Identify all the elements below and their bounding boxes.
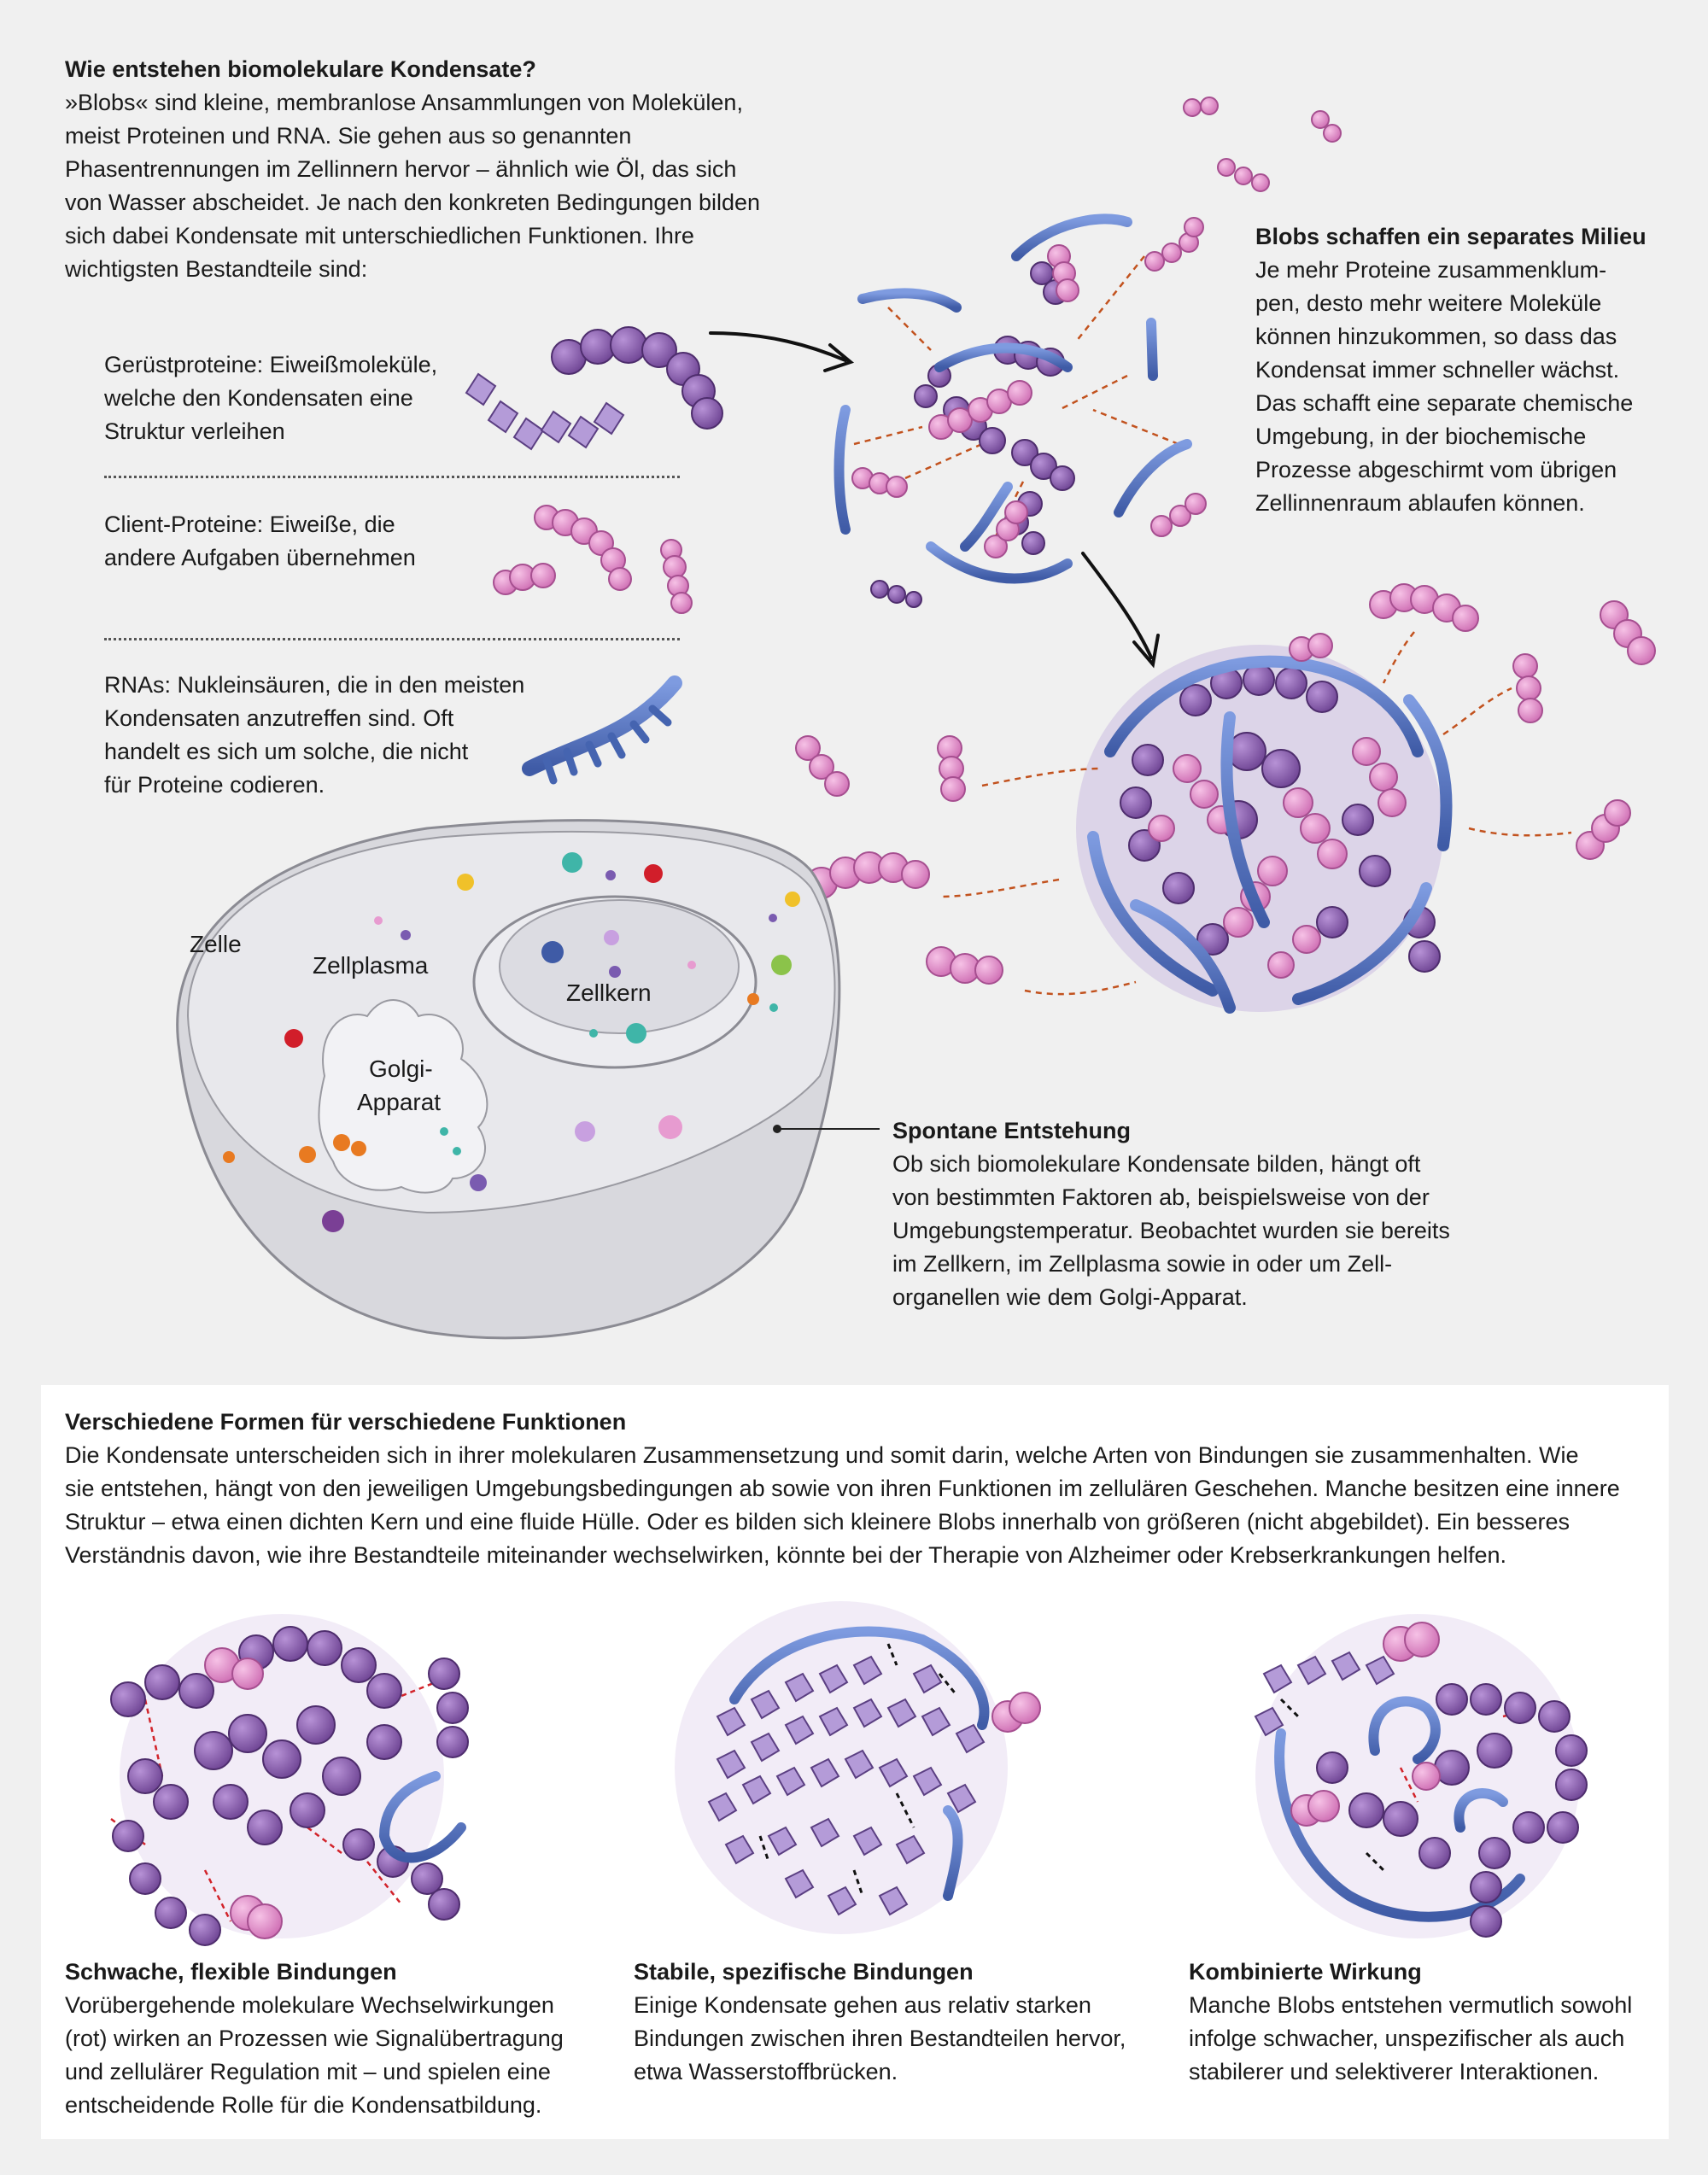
type-line: stabilerer und selektiverer Interaktionen. — [1189, 2059, 1600, 2084]
intro-line: »Blobs« sind kleine, membranlose Ansammlungen von Molekülen, — [65, 90, 743, 115]
legend-line: welche den Kondensaten eine — [104, 385, 413, 411]
cytoplasm-label: Zellplasma — [313, 952, 429, 979]
milieu-heading: Blobs schaffen ein separates Milieu — [1255, 224, 1647, 249]
milieu-line: Zellinnenraum ablaufen können. — [1255, 490, 1585, 516]
type-weak-text — [65, 1956, 611, 2122]
type-heading: Schwache, flexible Bindungen — [65, 1959, 397, 1985]
spontaneous-line: Umgebungstemperatur. Beobachtet wurden sie bereits — [892, 1218, 1450, 1243]
type-line: Bindungen zwischen ihren Bestandteilen hervor, — [634, 2026, 1126, 2051]
forms-heading: Verschiedene Formen für verschiedene Funktionen — [65, 1409, 627, 1435]
milieu-line: Prozesse abgeschirmt vom übrigen — [1255, 457, 1617, 482]
milieu-line: können hinzukommen, so dass das — [1255, 324, 1617, 349]
type-combined-text — [1189, 1956, 1667, 2089]
intro-line: Phasentrennungen im Zellinnern hervor – ähnlich wie Öl, das sich — [65, 156, 737, 182]
legend-line: für Proteine codieren. — [104, 772, 325, 798]
intro-line: von Wasser abscheidet. Je nach den konkreten Bedingungen bilden — [65, 190, 761, 215]
spontaneous-heading: Spontane Entstehung — [892, 1118, 1131, 1143]
forms-line: sie entstehen, hängt von den jeweiligen Umgebungsbedingungen ab sowie von ihren Funktionen im zellulären Geschehen. Manche besitzen eine innere — [65, 1476, 1620, 1501]
forms-line: Struktur – etwa einen dichten Kern und eine fluide Hülle. Oder es bilden sich kleinere Blobs innerhalb von größeren (nicht abgebildet). Ein besseres — [65, 1509, 1571, 1535]
type-line: entscheidende Rolle für die Kondensatbildung. — [65, 2092, 542, 2118]
intro-heading: Wie entstehen biomolekulare Kondensate? — [65, 56, 536, 82]
legend-line: RNAs: Nukleinsäuren, die in den meisten — [104, 672, 525, 698]
milieu-line: Je mehr Proteine zusammenklum- — [1255, 257, 1607, 283]
nucleus-label: Zellkern — [566, 979, 652, 1006]
intro-line: wichtigsten Bestandteile sind: — [65, 256, 368, 282]
cell-label: Zelle — [190, 931, 242, 957]
milieu-line: Umgebung, in der biochemische — [1255, 424, 1587, 449]
golgi-label-line2: Apparat — [357, 1089, 442, 1115]
type-line: infolge schwacher, unspezifischer als auch — [1189, 2026, 1625, 2051]
spontaneous-line: im Zellkern, im Zellplasma sowie in oder um Zell- — [892, 1251, 1393, 1277]
type-line: und zellulärer Regulation mit – und spielen eine — [65, 2059, 551, 2084]
legend-line: Kondensaten anzutreffen sind. Oft — [104, 705, 454, 731]
spontaneous-line: Ob sich biomolekulare Kondensate bilden, hängt oft — [892, 1151, 1421, 1177]
type-line: Manche Blobs entstehen vermutlich sowohl — [1189, 1992, 1633, 2018]
stable-bonds-condensate — [675, 1601, 1040, 1934]
type-line: (rot) wirken an Prozessen wie Signalübertragung — [65, 2026, 564, 2051]
type-stable-text — [634, 1956, 1163, 2089]
legend-line: andere Aufgaben übernehmen — [104, 545, 416, 570]
type-heading: Stabile, spezifische Bindungen — [634, 1959, 974, 1985]
legend-line: Client-Proteine: Eiweiße, die — [104, 512, 395, 537]
type-line: Einige Kondensate gehen aus relativ starken — [634, 1992, 1091, 2018]
type-heading: Kombinierte Wirkung — [1189, 1959, 1422, 1985]
legend-line: handelt es sich um solche, die nicht — [104, 739, 469, 764]
forms-line: Die Kondensate unterscheiden sich in ihrer molekularen Zusammensetzung und somit darin, welche Arten von Bindungen sie zusammenhalten. Wie — [65, 1442, 1579, 1468]
intro-line: sich dabei Kondensate mit unterschiedlichen Funktionen. Ihre — [65, 223, 694, 248]
golgi-label-line1: Golgi- — [369, 1055, 433, 1082]
weak-bonds-condensate — [111, 1614, 468, 1945]
type-line: etwa Wasserstoffbrücken. — [634, 2059, 898, 2084]
milieu-line: pen, desto mehr weitere Moleküle — [1255, 290, 1602, 316]
forms-line: Verständnis davon, wie ihre Bestandteile miteinander wechselwirken, könnte bei der Therapie von Alzheimer oder Krebserkrankungen helfen. — [65, 1542, 1506, 1568]
spontaneous-line: organellen wie dem Golgi-Apparat. — [892, 1284, 1248, 1310]
legend-line: Gerüstproteine: Eiweißmoleküle, — [104, 352, 438, 377]
milieu-line: Das schafft eine separate chemische — [1255, 390, 1634, 416]
combined-condensate — [1255, 1614, 1587, 1938]
milieu-line: Kondensat immer schneller wächst. — [1255, 357, 1620, 383]
spontaneous-line: von bestimmten Faktoren ab, beispielsweise von der — [892, 1184, 1430, 1210]
intro-line: meist Proteinen und RNA. Sie gehen aus so genannten — [65, 123, 632, 149]
legend-line: Struktur verleihen — [104, 418, 285, 444]
type-line: Vorübergehende molekulare Wechselwirkungen — [65, 1992, 554, 2018]
